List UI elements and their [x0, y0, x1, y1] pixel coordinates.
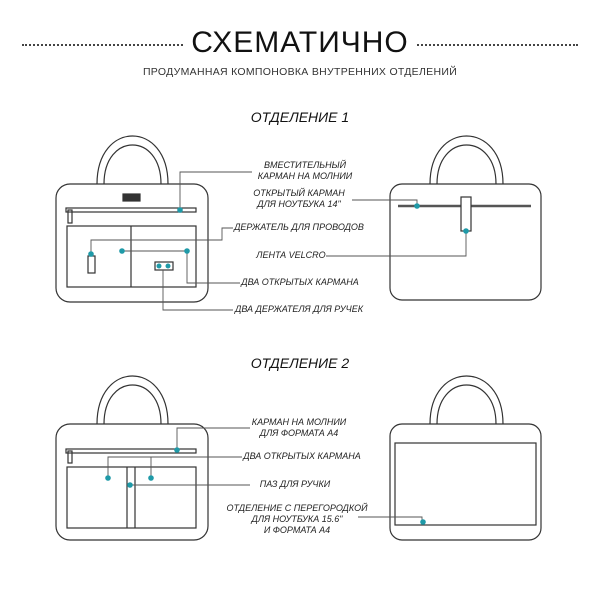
bag-2-front — [56, 376, 208, 540]
label-laptop-compartment: ОТДЕЛЕНИЕ С ПЕРЕГОРОДКОЙ ДЛЯ НОУТБУКА 15.6" И ФОРМАТА А4 — [226, 503, 368, 535]
bag-1-back — [390, 136, 541, 300]
label-open-pockets: ДВА ОТКРЫТЫХ КАРМАНА — [241, 277, 359, 287]
laptop-compartment — [395, 443, 536, 525]
cable-holder — [88, 256, 95, 273]
velcro-strap — [461, 197, 471, 231]
bag-2-back — [390, 376, 541, 540]
label-open-pockets-2: ДВА ОТКРЫТЫХ КАРМАНА — [243, 451, 361, 461]
bag-handle — [430, 376, 503, 424]
bag-body — [56, 184, 208, 302]
section-1-title: ОТДЕЛЕНИЕ 1 — [250, 109, 350, 125]
bag-1-front — [56, 136, 208, 302]
label-zip-pocket: ВМЕСТИТЕЛЬНЫЙ КАРМАН НА МОЛНИИ — [257, 160, 353, 181]
inner-pockets — [67, 467, 196, 528]
bag-handle — [430, 136, 503, 184]
label-velcro: ЛЕНТА VELCRO — [256, 250, 326, 260]
label-cable-holder: ДЕРЖАТЕЛЬ ДЛЯ ПРОВОДОВ — [234, 222, 364, 232]
zipper — [66, 208, 196, 212]
label-a4-zip-pocket: КАРМАН НА МОЛНИИ ДЛЯ ФОРМАТА А4 — [251, 417, 347, 438]
label-pen-slot: ПАЗ ДЛЯ РУЧКИ — [259, 479, 331, 489]
bag-body — [56, 424, 208, 540]
page-title: СХЕМАТИЧНО — [0, 26, 600, 60]
bag-body — [390, 424, 541, 540]
bag-handle — [97, 136, 168, 184]
logo-plate — [123, 194, 140, 201]
page-subtitle: ПРОДУМАННАЯ КОМПОНОВКА ВНУТРЕННИХ ОТДЕЛЕНИЙ — [142, 66, 458, 78]
bag-handle — [97, 376, 168, 424]
label-pen-holders: ДВА ДЕРЖАТЕЛЯ ДЛЯ РУЧЕК — [234, 304, 363, 314]
section-2-title: ОТДЕЛЕНИЕ 2 — [250, 355, 350, 371]
label-laptop-pocket: ОТКРЫТЫЙ КАРМАН ДЛЯ НОУТБУКА 14" — [253, 188, 345, 209]
